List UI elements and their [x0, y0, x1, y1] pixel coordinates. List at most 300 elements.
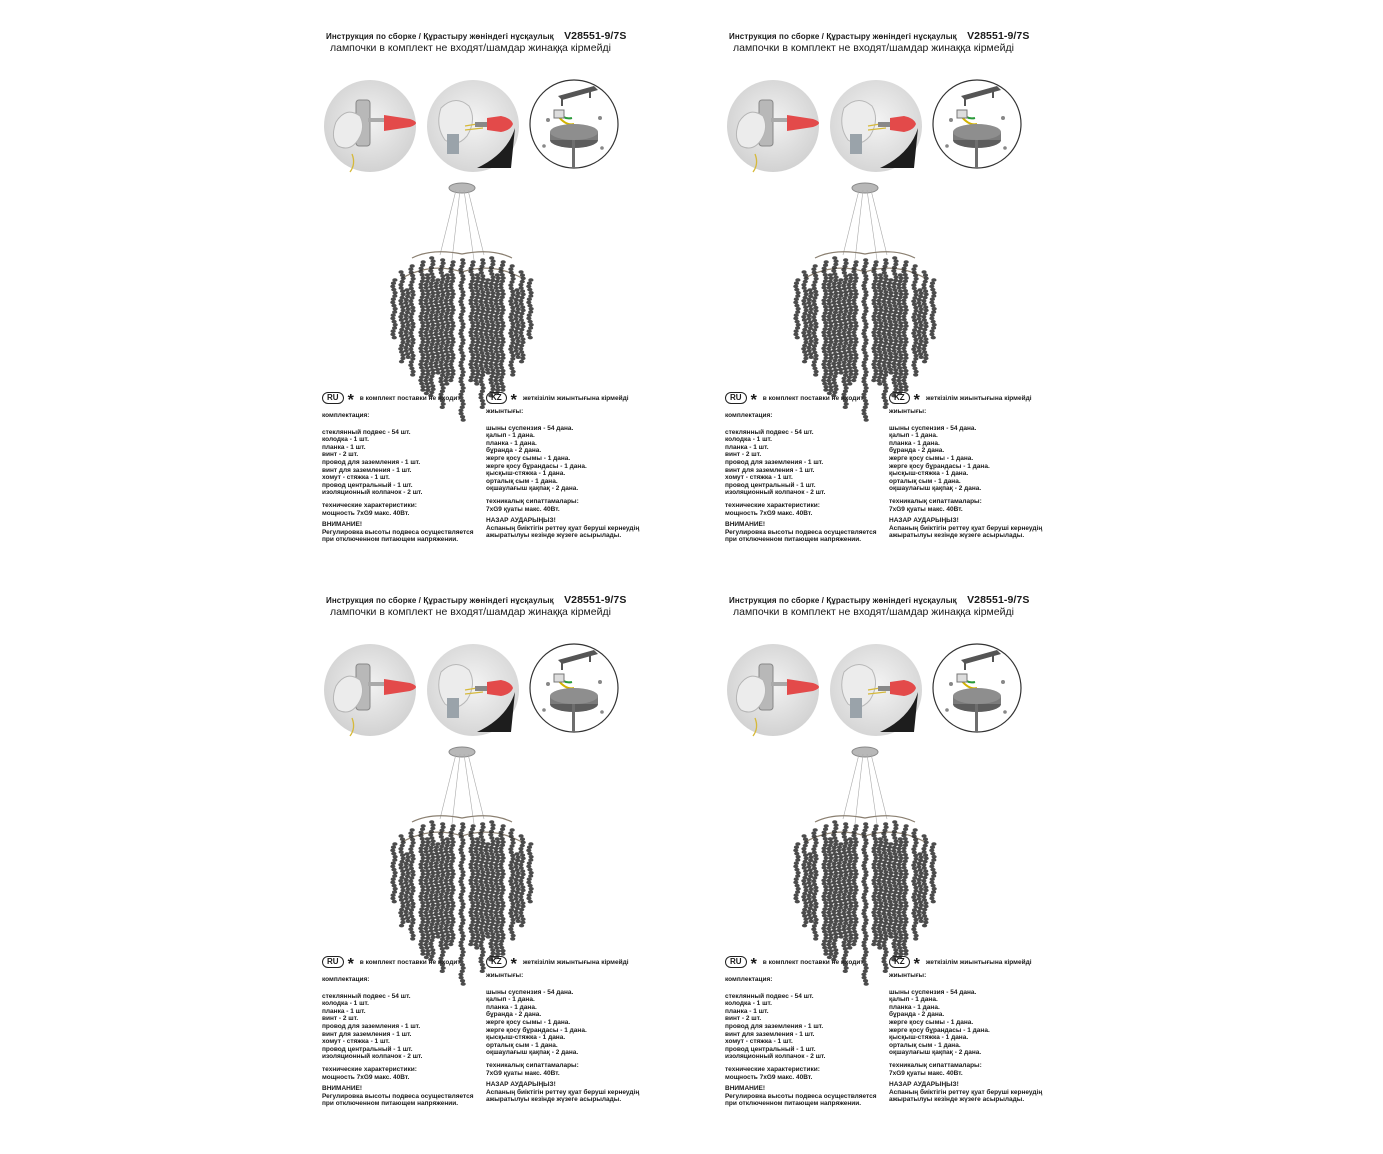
ru-kit-title: комплектация: [322, 976, 370, 983]
crystal-bead [449, 318, 454, 322]
crystal-bead [839, 871, 844, 875]
crystal-bead [459, 829, 464, 833]
crystal-bead [901, 331, 906, 335]
crystal-bead [843, 274, 848, 278]
crystal-bead [877, 318, 882, 322]
crystal-bead [508, 331, 513, 335]
ru-kit-item: планка - 1 шт. [725, 443, 769, 451]
crystal-bead [862, 351, 867, 355]
crystal-bead [483, 349, 488, 353]
crystal-bead [822, 382, 827, 386]
crystal-bead [898, 885, 903, 889]
crystal-bead [807, 288, 812, 292]
crystal-bead [872, 923, 877, 927]
crystal-bead [520, 305, 525, 309]
crystal-bead [886, 333, 891, 337]
crystal-bead [405, 891, 410, 895]
crystal-bead [481, 950, 486, 954]
crystal-bead [863, 873, 868, 877]
crystal-bead [893, 859, 898, 863]
crystal-bead [826, 286, 831, 290]
crystal-bead [848, 372, 853, 376]
crystal-bead [519, 924, 524, 928]
crystal-bead [802, 882, 807, 886]
crystal-bead [498, 911, 503, 915]
crystal-bead [459, 883, 464, 887]
kz-kit-item: жерге қосу бұрандасы - 1 дана. [486, 1026, 587, 1034]
crystal-bead [903, 885, 908, 889]
crystal-bead [496, 888, 501, 892]
crystal-bead [888, 906, 893, 910]
crystal-bead [841, 944, 846, 948]
crystal-bead [528, 326, 533, 330]
crystal-bead [804, 293, 809, 297]
crystal-bead [444, 876, 449, 880]
crystal-bead [796, 887, 801, 891]
crystal-bead [887, 281, 892, 285]
crystal-bead [889, 903, 894, 907]
kz-not-included-note: жеткізілім жиынтығына кірмейді [522, 958, 629, 966]
crystal-bead [518, 911, 523, 915]
crystal-bead [480, 258, 485, 262]
crystal-bead [513, 346, 518, 350]
crystal-bead [884, 825, 889, 829]
crystal-bead [495, 369, 500, 373]
crystal-bead [458, 332, 463, 336]
crystal-bead [826, 863, 831, 867]
crystal-bead [494, 318, 499, 322]
crystal-bead [802, 318, 807, 322]
crystal-bead [916, 865, 921, 869]
crystal-bead [485, 291, 490, 295]
crystal-bead [812, 844, 817, 848]
crystal-bead [828, 369, 833, 373]
crystal-bead [852, 267, 857, 271]
crystal-bead [902, 267, 907, 271]
crystal-bead [849, 292, 854, 296]
crystal-bead [831, 285, 836, 289]
crystal-bead [484, 288, 489, 292]
crystal-bead [903, 859, 908, 863]
crystal-bead [812, 367, 817, 371]
crystal-bead [871, 863, 876, 867]
crystal-bead [483, 881, 488, 885]
crystal-bead [438, 848, 443, 852]
crystal-bead [451, 324, 456, 328]
crystal-bead [404, 913, 409, 917]
crystal-bead [509, 271, 514, 275]
crystal-bead [847, 882, 852, 886]
crystal-bead [901, 363, 906, 367]
crystal-bead [912, 319, 917, 323]
crystal-bead [444, 328, 449, 332]
crystal-bead [899, 324, 904, 328]
crystal-bead [828, 296, 833, 300]
crystal-bead [483, 909, 488, 913]
crystal-bead [480, 838, 485, 842]
crystal-bead [812, 924, 817, 928]
crystal-bead [491, 855, 496, 859]
crystal-bead [847, 908, 852, 912]
crystal-bead [474, 312, 479, 316]
crystal-bead [446, 840, 451, 844]
crystal-bead [899, 856, 904, 860]
crystal-bead [429, 314, 434, 318]
crystal-bead [516, 291, 521, 295]
crystal-bead [435, 890, 440, 894]
crystal-bead [440, 322, 445, 326]
crystal-bead [469, 930, 474, 934]
crystal-bead [831, 849, 836, 853]
crystal-bead [486, 307, 491, 311]
crystal-bead [410, 838, 415, 842]
crystal-bead [408, 911, 413, 915]
crystal-bead [899, 888, 904, 892]
crystal-bead [863, 953, 868, 957]
crystal-bead [409, 835, 414, 839]
crystal-bead [853, 933, 858, 937]
crystal-bead [851, 834, 856, 838]
crystal-bead [419, 318, 424, 322]
ru-kit-item: планка - 1 шт. [322, 1007, 366, 1015]
crystal-bead [419, 882, 424, 886]
crystal-bead [478, 864, 483, 868]
crystal-bead [445, 353, 450, 357]
crystal-bead [832, 288, 837, 292]
crystal-bead [883, 357, 888, 361]
crystal-bead [513, 910, 518, 914]
crystal-bead [913, 338, 918, 342]
crystal-bead [863, 367, 868, 371]
crystal-bead [450, 321, 455, 325]
crystal-bead [403, 910, 408, 914]
crystal-bead [425, 356, 430, 360]
crystal-bead [411, 841, 416, 845]
crystal-bead [838, 368, 843, 372]
crystal-bead [495, 353, 500, 357]
crystal-bead [458, 268, 463, 272]
crystal-bead [929, 285, 934, 289]
crystal-bead [509, 319, 514, 323]
crystal-bead [483, 361, 488, 365]
crystal-bead [903, 936, 908, 940]
crystal-bead [485, 842, 490, 846]
crystal-bead [919, 903, 924, 907]
crystal-bead [827, 940, 832, 944]
crystal-bead [404, 862, 409, 866]
crystal-bead [806, 301, 811, 305]
crystal-bead [802, 908, 807, 912]
crystal-bead [811, 879, 816, 883]
crystal-bead [430, 359, 435, 363]
crystal-bead [841, 896, 846, 900]
crystal-bead [430, 859, 435, 863]
crystal-bead [795, 294, 800, 298]
crystal-bead [498, 270, 503, 274]
crystal-bead [519, 908, 524, 912]
crystal-bead [392, 336, 397, 340]
crystal-bead [876, 286, 881, 290]
crystal-bead [420, 279, 425, 283]
crystal-bead [828, 372, 833, 376]
crystal-bead [824, 276, 829, 280]
kz-warning-line: Аспаның биіктігін реттеу қуат беруші кернеудің [486, 524, 640, 532]
crystal-bead [806, 346, 811, 350]
crystal-bead [806, 897, 811, 901]
crystal-bead [813, 838, 818, 842]
crystal-bead [468, 911, 473, 915]
crystal-bead [391, 852, 396, 856]
crystal-bead [794, 877, 799, 881]
crystal-bead [500, 949, 505, 953]
crystal-bead [876, 943, 881, 947]
crystal-bead [904, 260, 909, 264]
crystal-bead [898, 837, 903, 841]
crystal-bead [423, 379, 428, 383]
crystal-bead [878, 280, 883, 284]
crystal-bead [911, 895, 916, 899]
kz-kit-title: жиынтығы: [889, 972, 927, 979]
crystal-bead [831, 362, 836, 366]
crystal-bead [493, 850, 498, 854]
crystal-bead [911, 863, 916, 867]
crystal-bead [872, 866, 877, 870]
crystal-bead [426, 308, 431, 312]
crystal-bead [500, 853, 505, 857]
kz-kit-title: жиынтығы: [889, 408, 927, 415]
crystal-bead [494, 914, 499, 918]
crystal-bead [911, 315, 916, 319]
crystal-bead [474, 360, 479, 364]
crystal-bead [893, 295, 898, 299]
crystal-bead [846, 847, 851, 851]
crystal-bead [459, 851, 464, 855]
crystal-bead [486, 903, 491, 907]
crystal-bead [430, 948, 435, 952]
crystal-bead [527, 304, 532, 308]
crystal-bead [445, 305, 450, 309]
crystal-bead [903, 295, 908, 299]
crystal-bead [812, 360, 817, 364]
crystal-bead [899, 840, 904, 844]
crystal-bead [930, 852, 935, 856]
crystal-bead [823, 936, 828, 940]
crystal-bead [903, 853, 908, 857]
crystal-bead [902, 350, 907, 354]
crystal-bead [873, 263, 878, 267]
crystal-bead [421, 292, 426, 296]
crystal-bead [495, 273, 500, 277]
crystal-bead [898, 296, 903, 300]
crystal-bead [527, 297, 532, 301]
crystal-bead [393, 307, 398, 311]
crystal-bead [419, 939, 424, 943]
crystal-bead [896, 847, 901, 851]
crystal-bead [918, 875, 923, 879]
crystal-bead [813, 357, 818, 361]
crystal-bead [399, 908, 404, 912]
crystal-bead [803, 357, 808, 361]
crystal-bead [480, 947, 485, 951]
crystal-bead [873, 837, 878, 841]
crystal-bead [808, 900, 813, 904]
crystal-bead [391, 845, 396, 849]
crystal-bead [814, 370, 819, 374]
crystal-bead [450, 920, 455, 924]
crystal-bead [823, 311, 828, 315]
crystal-bead [826, 331, 831, 335]
crystal-bead [449, 914, 454, 918]
crystal-bead [425, 885, 430, 889]
crystal-bead [471, 840, 476, 844]
crystal-bead [837, 877, 842, 881]
crystal-bead [823, 279, 828, 283]
crystal-bead [410, 309, 415, 313]
crystal-bead [431, 903, 436, 907]
ru-note-row [322, 956, 461, 973]
crystal-bead [515, 875, 520, 879]
crystal-bead [921, 315, 926, 319]
crystal-bead [425, 305, 430, 309]
crystal-bead [852, 359, 857, 363]
crystal-bead [843, 854, 848, 858]
crystal-bead [813, 309, 818, 313]
crystal-bead [898, 321, 903, 325]
crystal-bead [451, 840, 456, 844]
crystal-bead [499, 831, 504, 835]
crystal-bead [862, 851, 867, 855]
crystal-bead [459, 361, 464, 365]
crystal-bead [439, 271, 444, 275]
crystal-bead [826, 879, 831, 883]
crystal-bead [424, 924, 429, 928]
crystal-bead [802, 924, 807, 928]
ru-note-row [725, 392, 864, 409]
crystal-bead [823, 920, 828, 924]
crystal-bead [827, 312, 832, 316]
crystal-bead [460, 857, 465, 861]
crystal-bead [795, 855, 800, 859]
crystal-bead [444, 866, 449, 870]
crystal-bead [901, 286, 906, 290]
crystal-bead [495, 885, 500, 889]
crystal-bead [826, 943, 831, 947]
crystal-bead [878, 917, 883, 921]
crystal-bead [918, 304, 923, 308]
crystal-bead [516, 887, 521, 891]
crystal-bead [809, 919, 814, 923]
crystal-bead [912, 367, 917, 371]
crystal-bead [430, 900, 435, 904]
crystal-bead [877, 892, 882, 896]
crystal-bead [823, 837, 828, 841]
crystal-bead [475, 280, 480, 284]
crystal-bead [440, 367, 445, 371]
crystal-bead [485, 874, 490, 878]
crystal-bead [863, 322, 868, 326]
crystal-bead [828, 949, 833, 953]
crystal-bead [832, 375, 837, 379]
crystal-bead [923, 321, 928, 325]
crystal-bead [911, 267, 916, 271]
crystal-bead [794, 868, 799, 872]
crystal-bead [440, 306, 445, 310]
crystal-bead [844, 918, 849, 922]
crystal-bead [430, 327, 435, 331]
crystal-bead [390, 285, 395, 289]
crystal-bead [893, 387, 898, 391]
crystal-bead [924, 293, 929, 297]
crystal-bead [903, 949, 908, 953]
crystal-bead [893, 951, 898, 955]
crystal-bead [474, 376, 479, 380]
crystal-bead [821, 315, 826, 319]
crystal-bead [450, 875, 455, 879]
crystal-bead [420, 936, 425, 940]
crystal-bead [471, 856, 476, 860]
crystal-bead [898, 305, 903, 309]
crystal-bead [418, 283, 423, 287]
crystal-bead [877, 328, 882, 332]
crystal-bead [443, 315, 448, 319]
crystal-bead [823, 853, 828, 857]
crystal-bead [836, 333, 841, 337]
crystal-bead [831, 833, 836, 837]
crystal-bead [879, 856, 884, 860]
crystal-bead [448, 834, 453, 838]
crystal-bead [864, 966, 869, 970]
crystal-bead [929, 317, 934, 321]
crystal-bead [795, 310, 800, 314]
crystal-bead [822, 866, 827, 870]
kz-kit-item: планка - 1 дана. [889, 1003, 940, 1011]
crystal-bead [390, 333, 395, 337]
crystal-bead [802, 892, 807, 896]
crystal-bead [475, 933, 480, 937]
crystal-bead [851, 315, 856, 319]
crystal-bead [488, 833, 493, 837]
crystal-bead [449, 882, 454, 886]
crystal-bead [861, 300, 866, 304]
sheet-header [326, 30, 686, 54]
crystal-bead [471, 888, 476, 892]
ru-kit-item: провод для заземления - 1 шт. [322, 1022, 421, 1030]
crystal-bead [894, 903, 899, 907]
crystal-bead [527, 861, 532, 865]
crystal-bead [429, 381, 434, 385]
crystal-bead [883, 963, 888, 967]
crystal-bead [439, 829, 444, 833]
crystal-bead [892, 381, 897, 385]
crystal-bead [809, 855, 814, 859]
crystal-bead [839, 371, 844, 375]
crystal-bead [888, 900, 893, 904]
ru-kit-item: колодка - 1 шт. [322, 1000, 369, 1008]
crystal-bead [424, 898, 429, 902]
crystal-bead [421, 904, 426, 908]
crystal-bead [508, 911, 513, 915]
crystal-bead [494, 366, 499, 370]
kz-kit-item: жерге қосу сымы - 1 дана. [889, 1018, 974, 1026]
crystal-bead [832, 939, 837, 943]
crystal-bead [864, 902, 869, 906]
crystal-bead [863, 373, 868, 377]
crystal-bead [474, 908, 479, 912]
crystal-bead [849, 308, 854, 312]
crystal-bead [851, 879, 856, 883]
crystal-bead [848, 860, 853, 864]
crystal-bead [823, 273, 828, 277]
